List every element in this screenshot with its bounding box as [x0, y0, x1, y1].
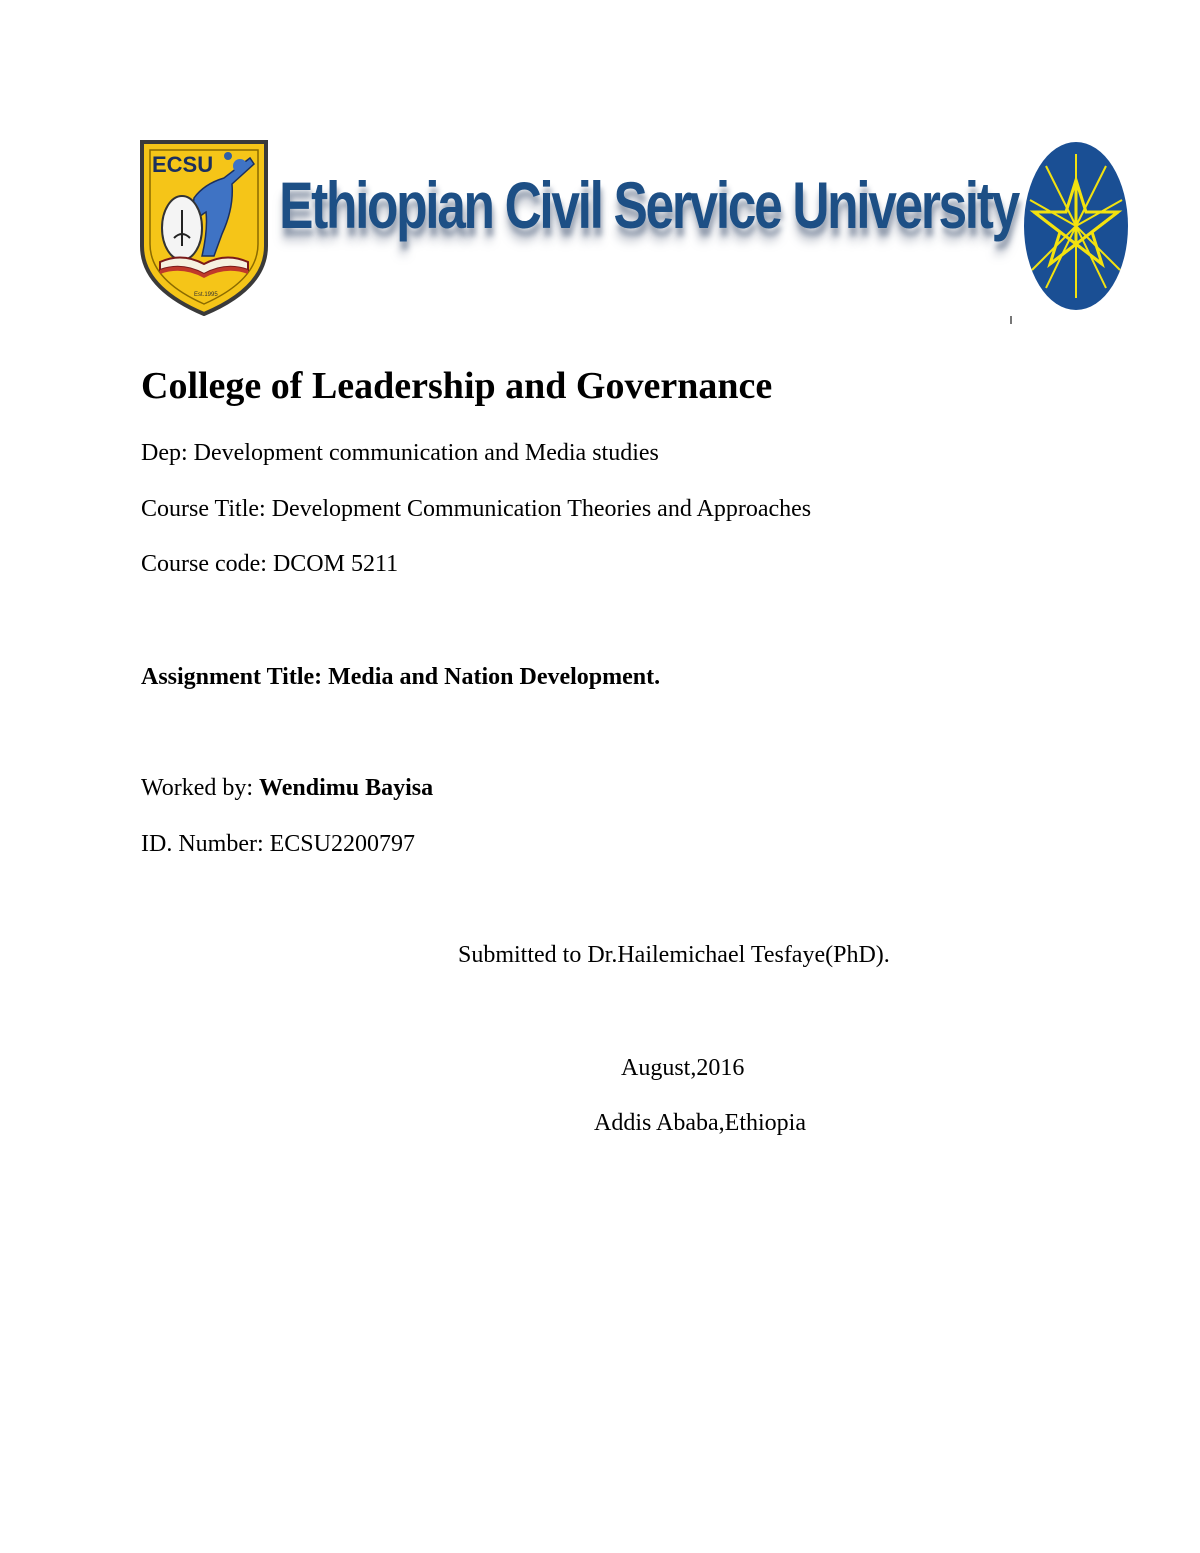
date-line: August,2016: [621, 1055, 745, 1081]
college-heading: College of Leadership and Governance: [141, 365, 773, 407]
svg-text:ECSU: ECSU: [152, 152, 214, 177]
submitted-to-line: Submitted to Dr.Hailemichael Tesfaye(PhD).: [458, 942, 890, 968]
author-name: Wendimu Bayisa: [259, 775, 434, 801]
svg-text:Est.1995: Est.1995: [194, 292, 218, 298]
decorative-mark: [1010, 316, 1012, 324]
course-title-line: Course Title: Development Communication Theories and Approaches: [141, 496, 812, 522]
course-code-line: Course code: DCOM 5211: [141, 551, 399, 577]
university-name-wordmark: [279, 150, 1019, 260]
ecsu-crest-logo: [138, 138, 270, 316]
place-line: Addis Ababa,Ethiopia: [594, 1110, 806, 1136]
department-line: Dep: Development communication and Media studies: [141, 440, 659, 466]
header-banner: [138, 138, 1138, 323]
worked-by-line: [141, 775, 433, 802]
university-name: Ethiopian Civil Service University: [279, 168, 1019, 242]
id-number-line: ID. Number: ECSU2200797: [141, 831, 415, 857]
ethiopian-emblem-icon: [1022, 140, 1130, 312]
assignment-title-line: Assignment Title: Media and Nation Development.: [141, 664, 661, 690]
worked-by-label: Worked by:: [141, 775, 260, 801]
